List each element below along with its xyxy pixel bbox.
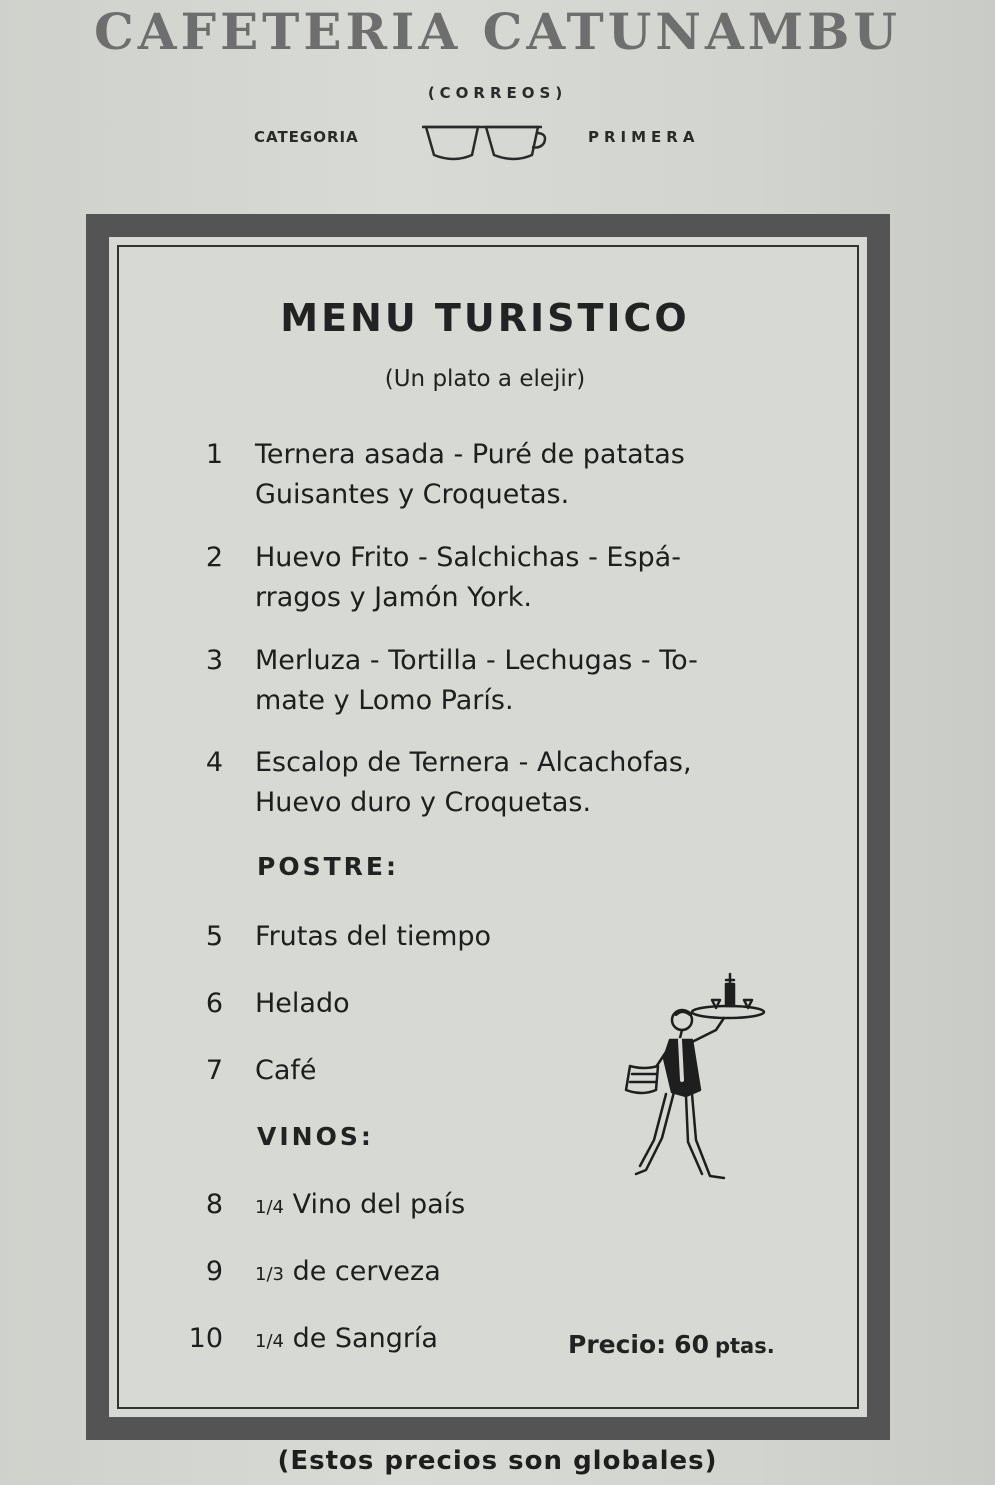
- vino-number: 8: [205, 1189, 223, 1220]
- menu-inner-border: [117, 245, 859, 1409]
- category-label: CATEGORIA: [254, 128, 359, 146]
- price: [568, 1330, 775, 1359]
- postre-text: Café: [255, 1055, 317, 1086]
- postre-number: 5: [205, 921, 223, 952]
- dish-line-2: Guisantes y Croquetas.: [255, 479, 570, 510]
- postre-number: 7: [205, 1055, 223, 1086]
- postre-number: 6: [205, 988, 223, 1019]
- waiter-icon: [600, 970, 780, 1200]
- dish-line-1: Merluza - Tortilla - Lechugas - To-: [255, 645, 698, 676]
- cafe-name: CAFETERIA CATUNAMBU: [93, 2, 902, 61]
- postre-heading: POSTRE:: [257, 852, 399, 881]
- price-value: 60: [674, 1330, 709, 1359]
- menu-title: MENU TURISTICO: [280, 296, 690, 340]
- dish-number: 2: [205, 542, 223, 573]
- vino-number: 10: [188, 1323, 223, 1354]
- coffee-cups-icon: [420, 117, 550, 165]
- vino-text: de cerveza: [292, 1256, 441, 1287]
- dish-line-1: Escalop de Ternera - Alcachofas,: [255, 747, 692, 778]
- dish-line-2: Huevo duro y Croquetas.: [255, 787, 592, 818]
- dish-line-1: Huevo Frito - Salchichas - Espá-: [255, 542, 681, 573]
- vinos-heading: VINOS:: [257, 1122, 374, 1151]
- dish-number: 4: [205, 747, 223, 778]
- vino-fraction: 1/4: [255, 1331, 284, 1352]
- price-unit: ptas.: [714, 1334, 775, 1358]
- price-label: Precio:: [568, 1330, 667, 1359]
- menu-subtitle: (Un plato a elejir): [384, 366, 586, 392]
- category-value: PRIMERA: [588, 128, 700, 146]
- vino-text: Vino del país: [292, 1189, 466, 1220]
- vino-text: de Sangría: [292, 1323, 438, 1354]
- vino-fraction: 1/3: [255, 1264, 284, 1285]
- vino-number: 9: [205, 1256, 223, 1287]
- dish-number: 1: [205, 439, 223, 470]
- cafe-subtitle: (CORREOS): [427, 84, 568, 102]
- footer-note: (Estos precios son globales): [277, 1446, 718, 1476]
- postre-text: Helado: [255, 988, 350, 1019]
- postre-text: Frutas del tiempo: [255, 921, 492, 952]
- dish-line-2: rragos y Jamón York.: [255, 582, 532, 613]
- dish-line-2: mate y Lomo París.: [255, 685, 514, 716]
- vino-fraction: 1/4: [255, 1197, 284, 1218]
- dish-line-1: Ternera asada - Puré de patatas: [255, 439, 685, 470]
- dish-number: 3: [205, 645, 223, 676]
